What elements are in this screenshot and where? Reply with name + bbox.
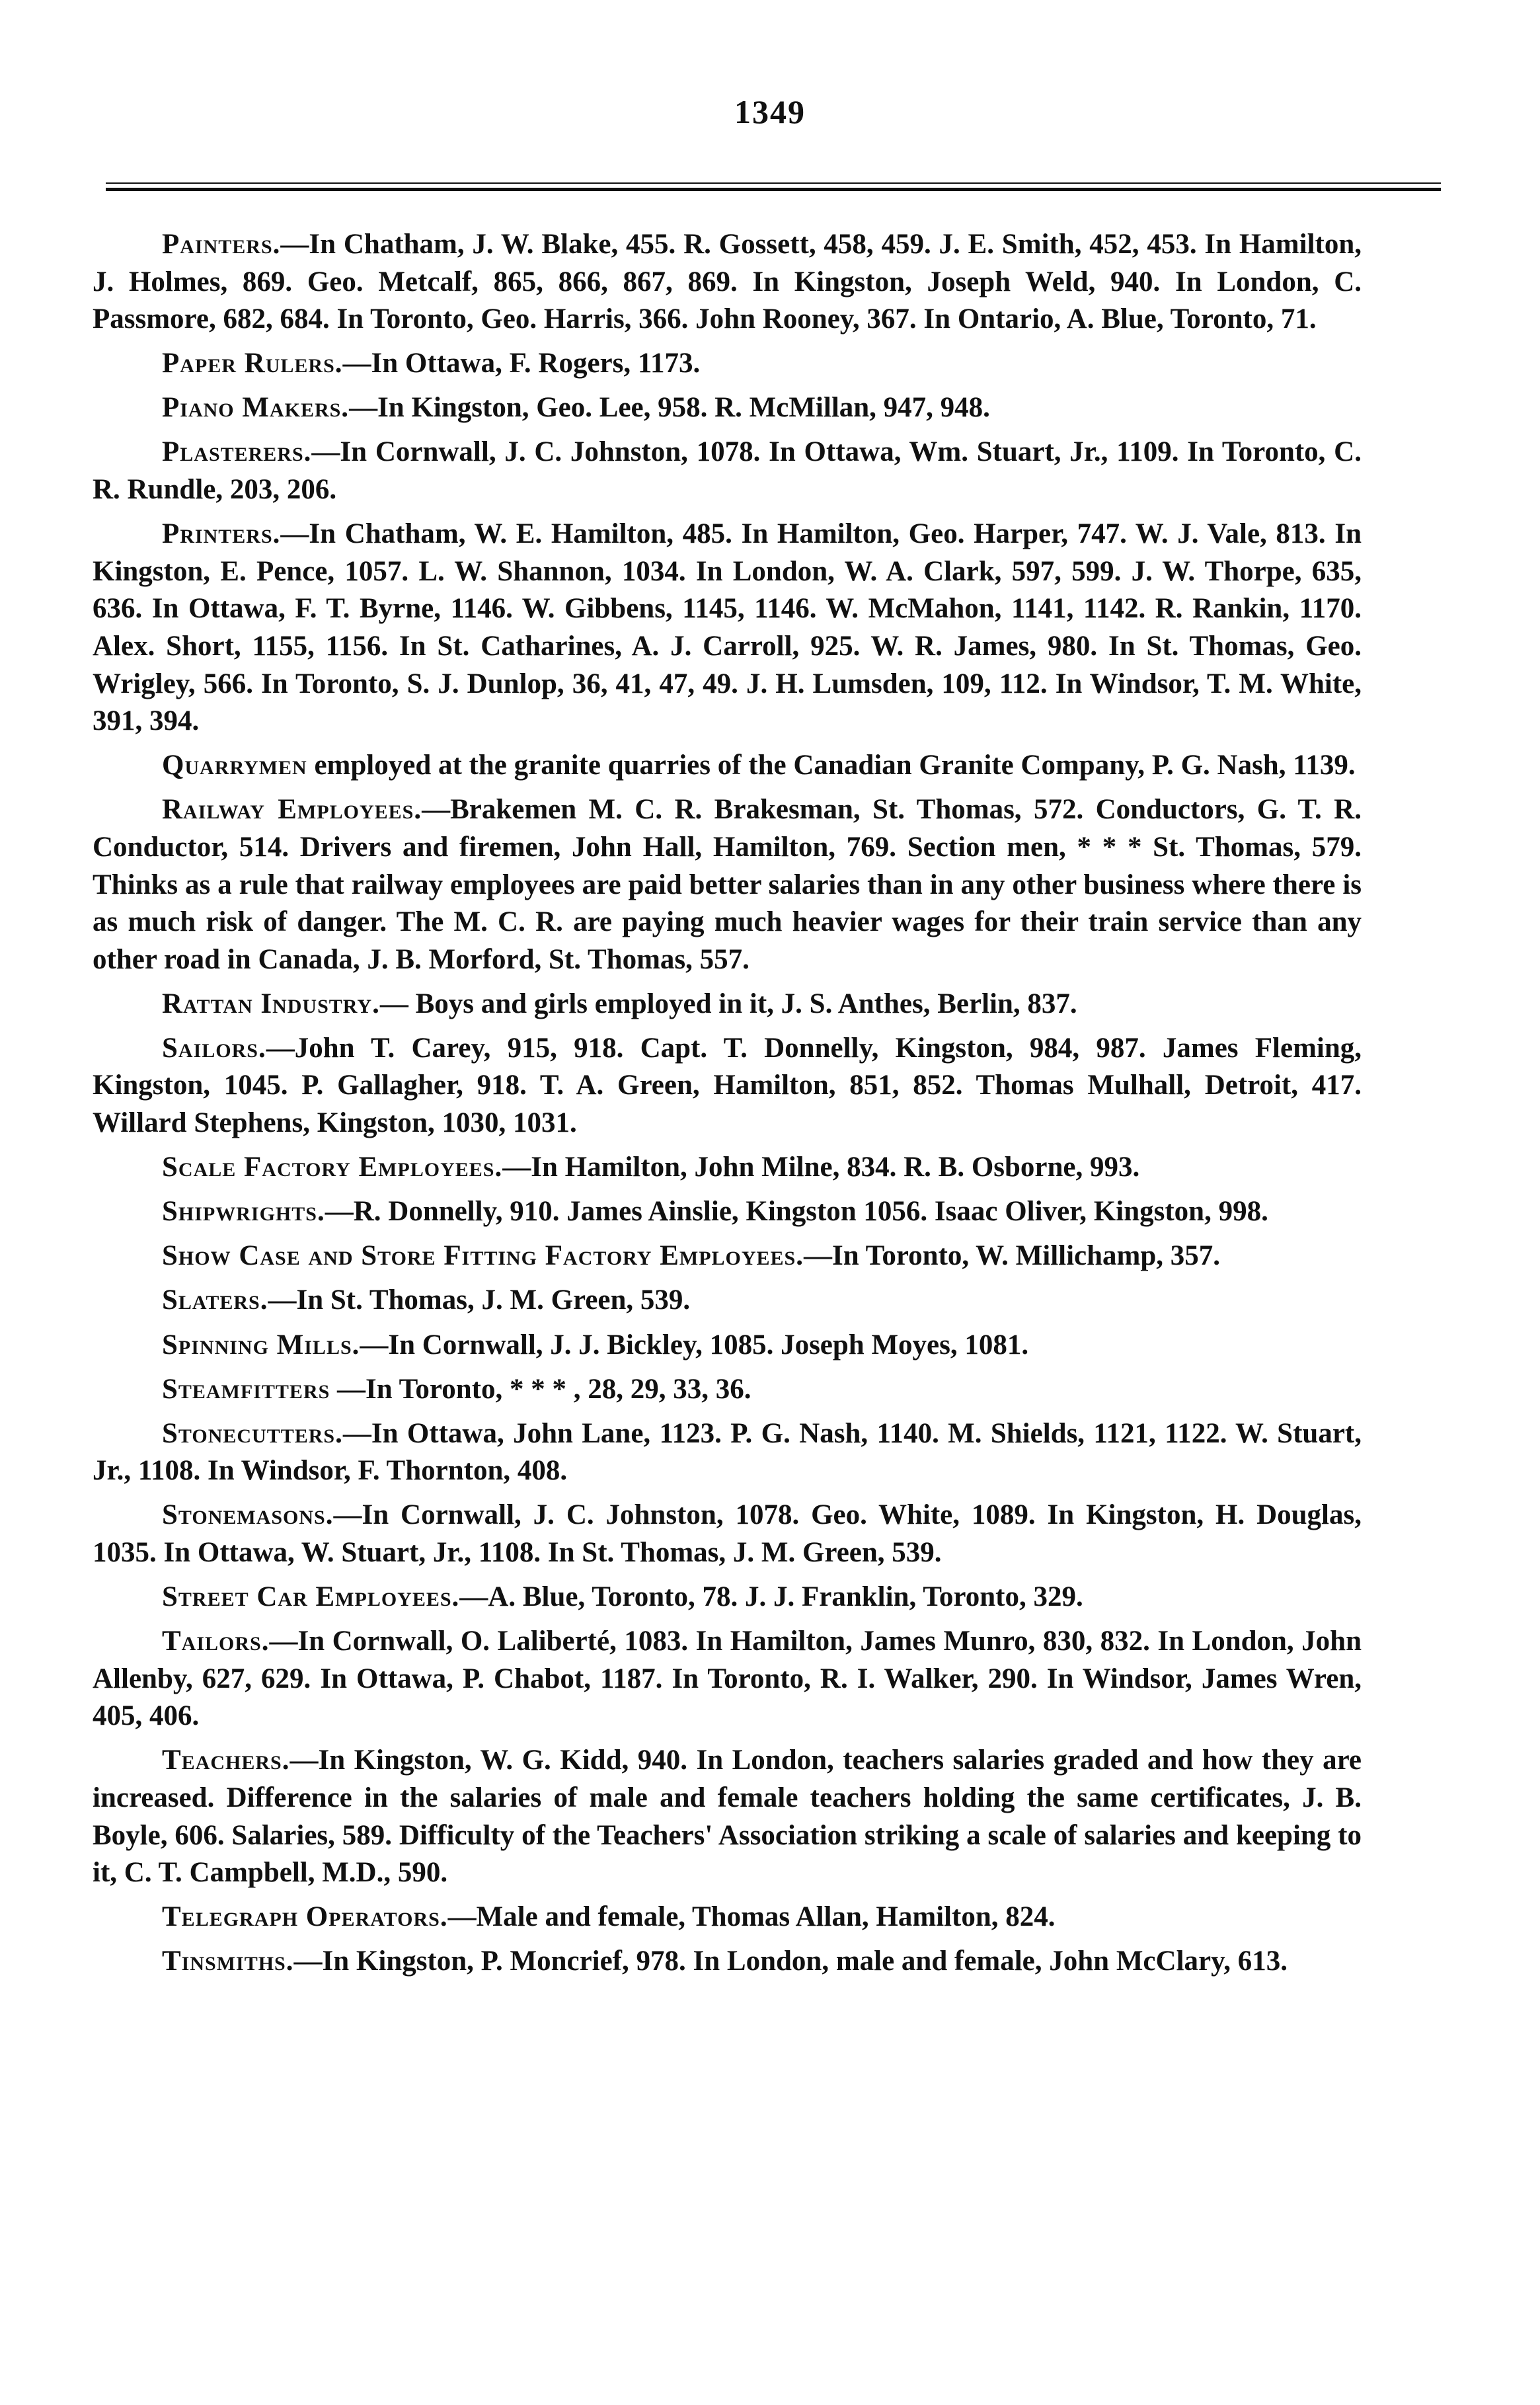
entry-heading: Show Case and Store Fitting Factory Employees. xyxy=(162,1240,804,1272)
entry-text: —In Cornwall, O. Laliberté, 1083. In Hamilton, James Munro, 830, 832. In London, John Allenby, 627, 629. In Ottawa, P. Chabot, 1187. In Toronto, R. I. Walker, 290. In Windsor, James Wren, 405, 406. xyxy=(93,1626,1362,1732)
entry-spinning-mills xyxy=(93,1327,1362,1364)
header-rule-thick xyxy=(106,188,1441,191)
entry-heading: Stonecutters. xyxy=(162,1417,343,1449)
entry-text: —In Chatham, W. E. Hamilton, 485. In Hamilton, Geo. Harper, 747. W. J. Vale, 813. In Kingston, E. Pence, 1057. L. W. Shannon, 1034. In London, W. A. Clark, 597, 599. J. W. Thorpe, 635, 636. In Ottawa, F. T. Byrne, 1146. W. Gibbens, 1145, 1146. W. McMahon, 1141, 1142. R. Rankin, 1170. Alex. Short, 1155, 1156. In St. Catharines, A. J. Carroll, 925. W. R. James, 980. In St. Thomas, Geo. Wrigley, 566. In Toronto, S. J. Dunlop, 36, 41, 47, 49. J. H. Lumsden, 109, 112. In Windsor, T. M. White, 391, 394. xyxy=(93,518,1362,737)
entry-show-case-employees xyxy=(93,1238,1362,1275)
entry-heading: Printers. xyxy=(162,518,281,550)
entry-heading: Tinsmiths. xyxy=(162,1946,294,1977)
entry-heading: Piano Makers. xyxy=(162,392,350,424)
entry-text: —In Kingston, P. Moncrief, 978. In London, male and female, John McClary, 613. xyxy=(293,1946,1288,1977)
entry-street-car-employees xyxy=(93,1579,1362,1616)
entry-telegraph-operators xyxy=(93,1899,1362,1936)
entry-painters xyxy=(93,226,1362,338)
entry-rattan-industry xyxy=(93,986,1362,1023)
entry-stonecutters xyxy=(93,1415,1362,1490)
header-rule-thin xyxy=(106,182,1441,184)
entry-heading: Rattan Industry. xyxy=(162,988,380,1019)
entry-quarrymen xyxy=(93,747,1362,785)
entry-text: —In Toronto, W. Millichamp, 357. xyxy=(803,1240,1221,1272)
index-entries xyxy=(93,226,1362,1988)
entry-heading: Steamfitters xyxy=(162,1373,330,1405)
entry-shipwrights xyxy=(93,1193,1362,1231)
entry-text: —A. Blue, Toronto, 78. J. J. Franklin, Toronto, 329. xyxy=(459,1581,1083,1613)
entry-text: — Boys and girls employed in it, J. S. Anthes, Berlin, 837. xyxy=(379,988,1077,1019)
entry-text: —In Cornwall, J. C. Johnston, 1078. In Ottawa, Wm. Stuart, Jr., 1109. In Toronto, C. R. Rundle, 203, 206. xyxy=(93,436,1362,506)
entry-text: —In Kingston, W. G. Kidd, 940. In London, teachers salaries graded and how they are increased. Difference in the salaries of male and female teachers holding the same certificates, J. B. Boyle, 606. Salaries, 589. Difficulty of the Teachers' Association striking a scale of salaries and keeping to it, C. T. Campbell, M.D., 590. xyxy=(93,1745,1362,1889)
entry-piano-makers xyxy=(93,389,1362,427)
entry-heading: Sailors. xyxy=(162,1032,266,1064)
entry-heading: Railway Employees. xyxy=(162,794,422,826)
entry-text: —In Toronto, * * * , 28, 29, 33, 36. xyxy=(330,1373,751,1405)
entry-text: —In St. Thomas, J. M. Green, 539. xyxy=(268,1284,691,1316)
entry-sailors xyxy=(93,1030,1362,1142)
entry-text: employed at the granite quarries of the Canadian Granite Company, P. G. Nash, 1139. xyxy=(307,750,1356,781)
entry-tailors xyxy=(93,1623,1362,1735)
entry-paper-rulers xyxy=(93,345,1362,383)
entry-text: —In Kingston, Geo. Lee, 958. R. McMillan, 947, 948. xyxy=(349,392,990,424)
entry-text: —In Hamilton, John Milne, 834. R. B. Osborne, 993. xyxy=(502,1152,1140,1183)
entry-steamfitters xyxy=(93,1371,1362,1409)
entry-heading: Shipwrights. xyxy=(162,1196,325,1228)
entry-text: —Brakemen M. C. R. Brakesman, St. Thomas, 572. Conductors, G. T. R. Conductor, 514. Drivers and firemen, John Hall, Hamilton, 769. Section men, * * * St. Thomas, 579. Thinks as a rule that railway employees are paid better salaries than in any other business where there is as much risk of danger. The M. C. R. are paying much heavier wages for their train service than any other road in Canada, J. B. Morford, St. Thomas, 557. xyxy=(93,794,1362,975)
entry-text: —In Cornwall, J. J. Bickley, 1085. Joseph Moyes, 1081. xyxy=(360,1329,1029,1360)
entry-heading: Teachers. xyxy=(162,1745,290,1776)
entry-printers xyxy=(93,516,1362,740)
entry-text: —In Cornwall, J. C. Johnston, 1078. Geo. White, 1089. In Kingston, H. Douglas, 1035. In Ottawa, W. Stuart, Jr., 1108. In St. Thomas, J. M. Green, 539. xyxy=(93,1499,1362,1568)
entry-tinsmiths xyxy=(93,1943,1362,1981)
entry-heading: Quarrymen xyxy=(162,750,307,781)
entry-text: —R. Donnelly, 910. James Ainslie, Kingston 1056. Isaac Oliver, Kingston, 998. xyxy=(325,1196,1268,1228)
entry-heading: Plasterers. xyxy=(162,436,312,468)
entry-stonemasons xyxy=(93,1497,1362,1571)
entry-heading: Spinning Mills. xyxy=(162,1329,360,1360)
entry-heading: Slaters. xyxy=(162,1284,268,1316)
entry-heading: Stonemasons. xyxy=(162,1499,334,1531)
entry-heading: Tailors. xyxy=(162,1626,270,1657)
entry-heading: Street Car Employees. xyxy=(162,1581,460,1613)
entry-text: —In Chatham, J. W. Blake, 455. R. Gossett, 458, 459. J. E. Smith, 452, 453. In Hamilton, J. Holmes, 869. Geo. Metcalf, 865, 866, 867, 869. In Kingston, Joseph Weld, 940. In London, C. Passmore, 682, 684. In Toronto, Geo. Harris, 366. John Rooney, 367. In Ontario, A. Blue, Toronto, 71. xyxy=(93,229,1362,335)
entry-heading: Painters. xyxy=(162,229,281,260)
entry-heading: Paper Rulers. xyxy=(162,348,343,379)
entry-heading: Telegraph Operators. xyxy=(162,1901,448,1933)
entry-slaters xyxy=(93,1282,1362,1320)
entry-railway-employees xyxy=(93,791,1362,978)
entry-text: —John T. Carey, 915, 918. Capt. T. Donnelly, Kingston, 984, 987. James Fleming, Kingston, 1045. P. Gallagher, 918. T. A. Green, Hamilton, 851, 852. Thomas Mulhall, Detroit, 417. Willard Stephens, Kingston, 1030, 1031. xyxy=(93,1032,1362,1139)
entry-scale-factory-employees xyxy=(93,1149,1362,1187)
page-number: 1349 xyxy=(734,93,806,130)
entry-plasterers xyxy=(93,434,1362,508)
entry-heading: Scale Factory Employees. xyxy=(162,1152,503,1183)
entry-text: —Male and female, Thomas Allan, Hamilton, 824. xyxy=(447,1901,1056,1933)
entry-text: —In Ottawa, F. Rogers, 1173. xyxy=(342,348,701,379)
entry-text: —In Ottawa, John Lane, 1123. P. G. Nash, 1140. M. Shields, 1121, 1122. W. Stuart, Jr., 1108. In Windsor, F. Thornton, 408. xyxy=(93,1417,1362,1487)
entry-teachers xyxy=(93,1742,1362,1891)
